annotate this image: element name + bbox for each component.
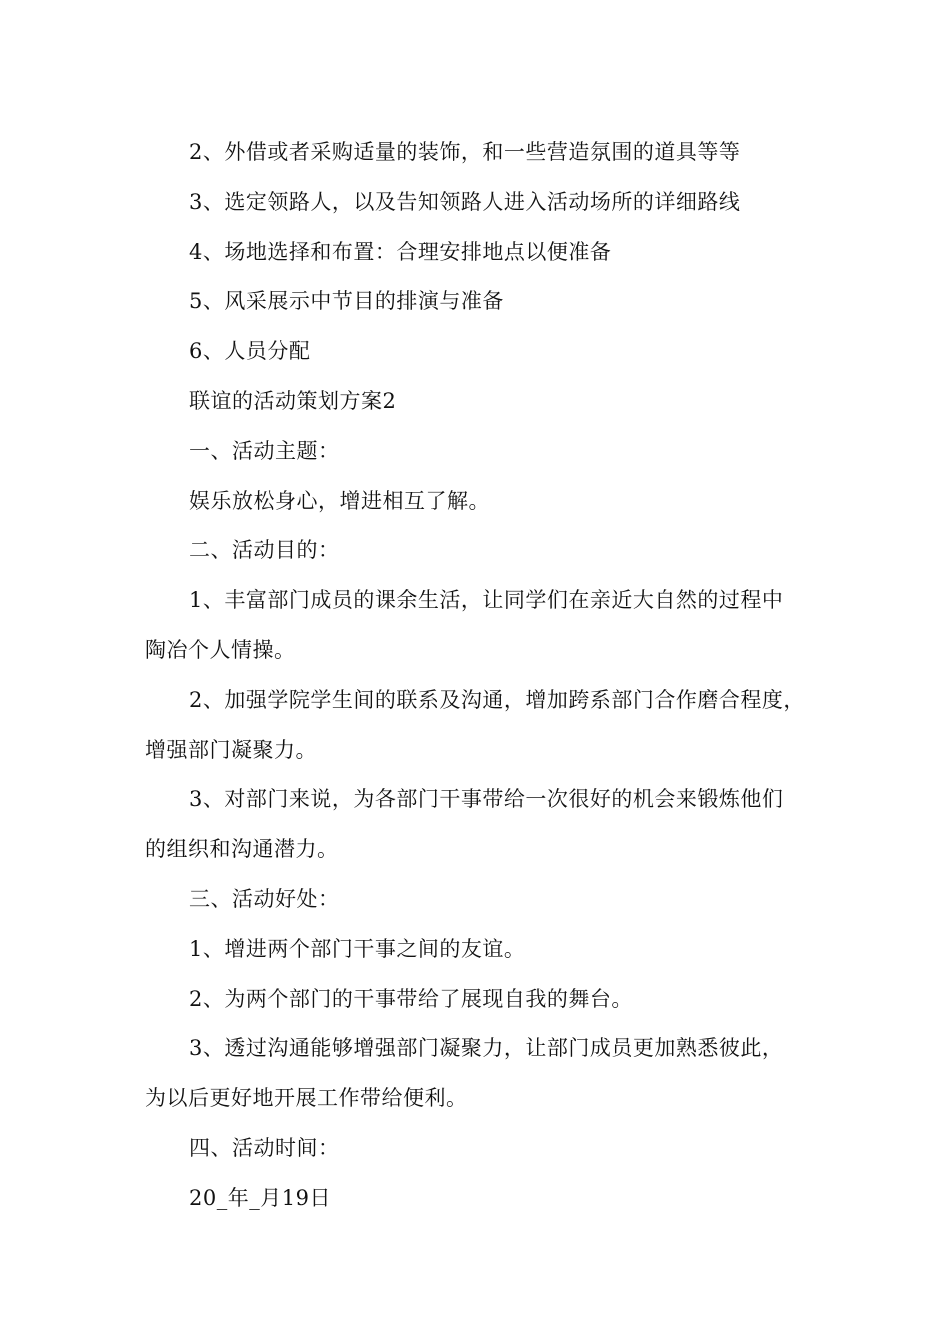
paragraph-line: 2、为两个部门的干事带给了展现自我的舞台。 [189,986,633,1011]
document-body [145,128,825,1224]
paragraph-line: 一、活动主题： [189,438,340,463]
paragraph-line: 3、选定领路人，以及告知领路人进入活动场所的详细路线 [189,189,741,214]
paragraph-line: 娱乐放松身心，增进相互了解。 [189,488,490,513]
paragraph-line: 陶冶个人情操。 [145,637,296,662]
paragraph-line: 6、人员分配 [189,339,311,364]
paragraph-line: 2、加强学院学生间的联系及沟通，增加跨系部门合作磨合程度， [189,687,805,712]
paragraph-line: 的组织和沟通潜力。 [145,837,339,862]
paragraph-line: 20_年_月19日 [189,1185,331,1210]
paragraph-line: 三、活动好处： [189,886,340,911]
paragraph-line: 5、风采展示中节目的排演与准备 [189,289,504,314]
paragraph-line: 4、场地选择和布置：合理安排地点以便准备 [189,239,612,264]
paragraph-line: 二、活动目的： [189,538,340,563]
paragraph-line: 联谊的活动策划方案2 [189,388,397,413]
paragraph-line: 3、对部门来说，为各部门干事带给一次很好的机会来锻炼他们 [189,787,784,812]
paragraph-line: 四、活动时间： [189,1135,340,1160]
paragraph-line: 2、外借或者采购适量的装饰，和一些营造氛围的道具等等 [189,140,741,164]
paragraph-line: 1、增进两个部门干事之间的友谊。 [189,936,526,961]
paragraph-line: 为以后更好地开展工作带给便利。 [145,1086,468,1111]
paragraph-line: 3、透过沟通能够增强部门凝聚力，让部门成员更加熟悉彼此， [189,1036,784,1061]
paragraph-line: 1、丰富部门成员的课余生活，让同学们在亲近大自然的过程中 [189,588,784,613]
paragraph-line: 增强部门凝聚力。 [145,737,317,762]
